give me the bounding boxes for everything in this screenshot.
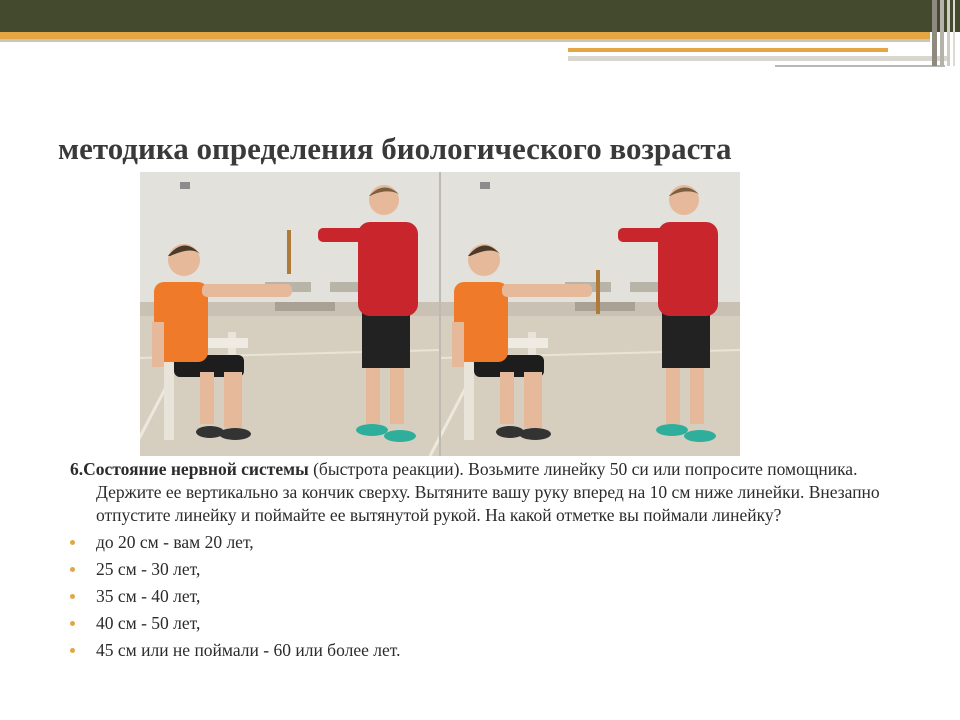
top-orange-stripe	[0, 32, 930, 39]
corner-bar-1	[932, 0, 937, 66]
list-item-text: до 20 см - вам 20 лет,	[96, 532, 254, 552]
task-heading: 6.Состояние нервной системы	[70, 459, 309, 479]
corner-bar-2	[940, 0, 944, 66]
list-item-text: 25 см - 30 лет,	[96, 559, 201, 579]
slide-title: методика определения биологического возраста	[58, 131, 732, 166]
top-gray-line	[775, 65, 945, 67]
top-gray-stripe-short	[568, 56, 948, 61]
top-orange-stripe-short	[568, 48, 888, 52]
list-item	[70, 639, 900, 662]
task-instructions: (быстрота реакции). Возьмите линейку 50 си или попросите помощника. Держите ее вертикально за кончик сверху. Вытяните вашу руку вперед на 10 см ниже линейки. Внезапно отпустите линейку и поймайте ее вытянутой рукой. На какой отметке вы поймали линейку?	[96, 459, 880, 525]
list-item	[70, 531, 900, 554]
list-item	[70, 585, 900, 608]
list-item-text: 35 см - 40 лет,	[96, 586, 201, 606]
list-item	[70, 612, 900, 635]
bullet-dot-icon	[70, 540, 75, 545]
bullet-dot-icon	[70, 594, 75, 599]
top-gray-stripe	[0, 39, 930, 42]
age-scale-list	[70, 531, 900, 662]
bullet-dot-icon	[70, 648, 75, 653]
bullet-dot-icon	[70, 567, 75, 572]
list-item-text: 45 см или не поймали - 60 или более лет.	[96, 640, 401, 660]
top-banner	[0, 0, 960, 32]
bullet-dot-icon	[70, 621, 75, 626]
list-item-text: 40 см - 50 лет,	[96, 613, 201, 633]
reaction-test-photo	[140, 172, 740, 456]
slide-body	[70, 458, 900, 666]
task-description	[70, 458, 900, 527]
corner-bar-4	[953, 0, 955, 66]
corner-bar-3	[947, 0, 950, 66]
list-item	[70, 558, 900, 581]
